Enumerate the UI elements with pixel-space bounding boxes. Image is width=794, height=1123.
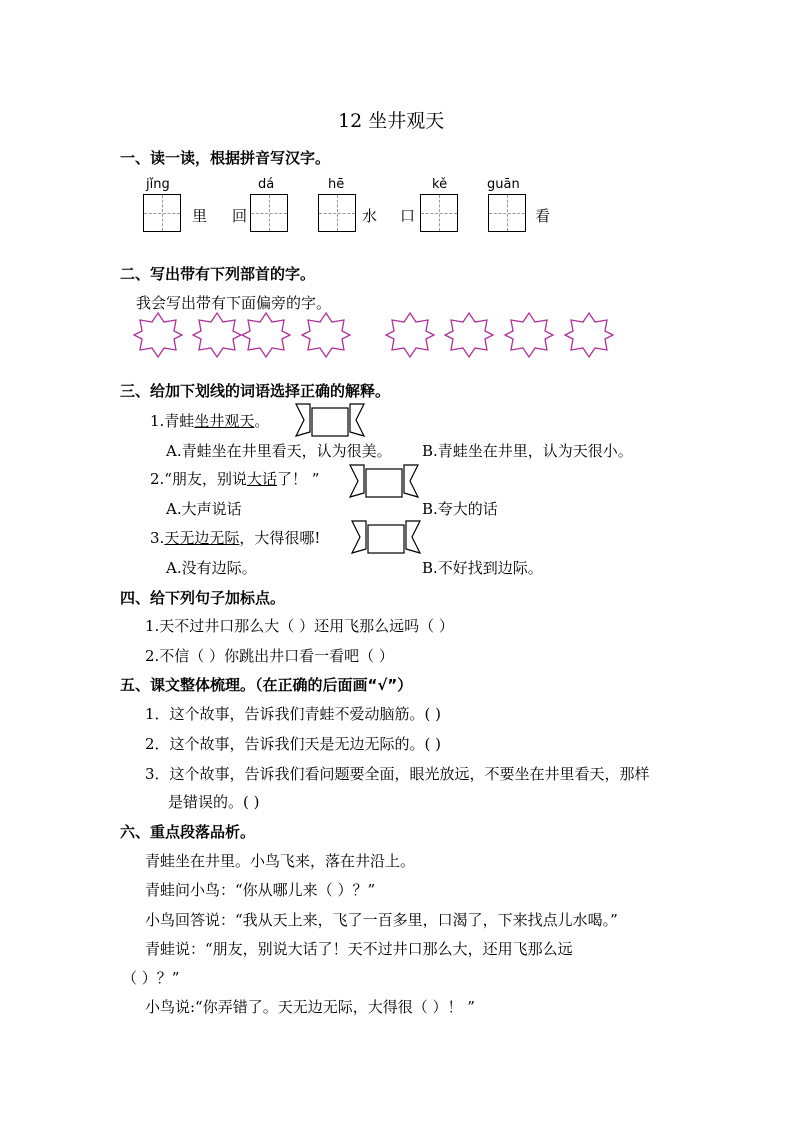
q1-option-b[interactable]: B.青蛙坐在井里，认为天很小。	[422, 442, 633, 460]
passage-line-4: 青蛙说：“朋友，别说大话了！天不过井口那么大，还用飞那么远	[145, 940, 573, 958]
star-shape-6[interactable]	[443, 311, 495, 359]
q2-line: 2.“朋友，别说大话了！ ”	[150, 470, 320, 488]
passage-line-2[interactable]: 青蛙问小鸟：“你从哪儿来（ ）？”	[145, 881, 376, 899]
star-shape-7[interactable]	[503, 311, 555, 359]
section-5-heading: 五、课文整体梳理。（在正确的后面画“√”）	[120, 676, 413, 694]
q3-line: 3.天无边无际，大得很哪!	[150, 529, 321, 547]
answer-banner-3[interactable]	[350, 519, 422, 555]
char-shui: 水	[362, 207, 378, 225]
char-kan: 看	[535, 207, 551, 225]
star-shape-2[interactable]	[191, 311, 243, 359]
pinyin-guan: guān	[487, 177, 520, 192]
section-6-heading: 六、重点段落品析。	[120, 823, 256, 841]
writing-box-guan[interactable]	[488, 194, 526, 232]
page-title: 12 坐井观天	[338, 110, 445, 132]
q1-option-a[interactable]: A.青蛙坐在井里看天，认为很美。	[166, 442, 392, 460]
q3-option-b[interactable]: B.不好找到边际。	[422, 559, 543, 577]
judge-line-1[interactable]: 1．这个故事，告诉我们青蛙不爱动脑筋。( )	[145, 705, 442, 723]
q3-option-a[interactable]: A.没有边际。	[166, 559, 257, 577]
punct-line-1[interactable]: 1.天不过井口那么大（ ）还用飞那么远吗（ ）	[145, 617, 454, 635]
star-shape-3[interactable]	[240, 311, 292, 359]
answer-banner-1[interactable]	[294, 402, 366, 438]
judge-line-3-cont[interactable]: 是错误的。( )	[168, 793, 260, 811]
pinyin-ke: kě	[432, 177, 448, 192]
section-1-heading: 一、读一读，根据拼音写汉字。	[120, 149, 331, 167]
judge-line-2[interactable]: 2．这个故事，告诉我们天是无边无际的。( )	[145, 735, 442, 753]
passage-line-4-cont[interactable]: （ ）？”	[122, 969, 180, 987]
passage-line-1: 青蛙坐在井里。小鸟飞来，落在井沿上。	[145, 852, 416, 870]
q3-underlined: 天无边无际	[164, 529, 240, 547]
char-kou: 口	[400, 207, 416, 225]
star-shape-5[interactable]	[384, 311, 436, 359]
q2-underlined: 大话	[246, 470, 277, 488]
section-4-heading: 四、给下列句子加标点。	[120, 589, 286, 607]
writing-box-jing[interactable]	[143, 194, 181, 232]
star-shape-1[interactable]	[132, 311, 184, 359]
section-2-heading: 二、写出带有下列部首的字。	[120, 265, 316, 283]
punct-line-2[interactable]: 2.不信（ ）你跳出井口看一看吧（ ）	[145, 647, 394, 665]
judge-line-3[interactable]: 3．这个故事，告诉我们看问题要全面，眼光放远，不要坐在井里看天，那样	[145, 765, 650, 783]
q1-underlined: 坐井观天	[194, 412, 255, 430]
pinyin-he: hē	[328, 177, 345, 192]
writing-box-da[interactable]	[250, 194, 288, 232]
pinyin-jing: jǐng	[146, 177, 170, 192]
section-3-heading: 三、给加下划线的词语选择正确的解释。	[120, 382, 391, 400]
writing-box-he[interactable]	[318, 194, 356, 232]
section-2-sub: 我会写出带有下面偏旁的字。	[136, 294, 332, 312]
pinyin-da: dá	[258, 177, 275, 192]
q2-option-a[interactable]: A.大声说话	[166, 500, 242, 518]
char-hui: 回	[232, 207, 248, 225]
passage-line-5[interactable]: 小鸟说:“你弄错了。天无边无际，大得很（ ）！ ”	[145, 998, 475, 1016]
star-shape-8[interactable]	[563, 311, 615, 359]
passage-line-3: 小鸟回答说：“我从天上来，飞了一百多里，口渴了，下来找点儿水喝。”	[145, 911, 618, 929]
q2-option-b[interactable]: B.夸大的话	[422, 500, 498, 518]
writing-box-ke[interactable]	[420, 194, 458, 232]
answer-banner-2[interactable]	[348, 463, 420, 499]
char-li: 里	[192, 207, 208, 225]
star-shape-4[interactable]	[300, 311, 352, 359]
q1-line: 1.青蛙坐井观天。	[150, 412, 270, 430]
